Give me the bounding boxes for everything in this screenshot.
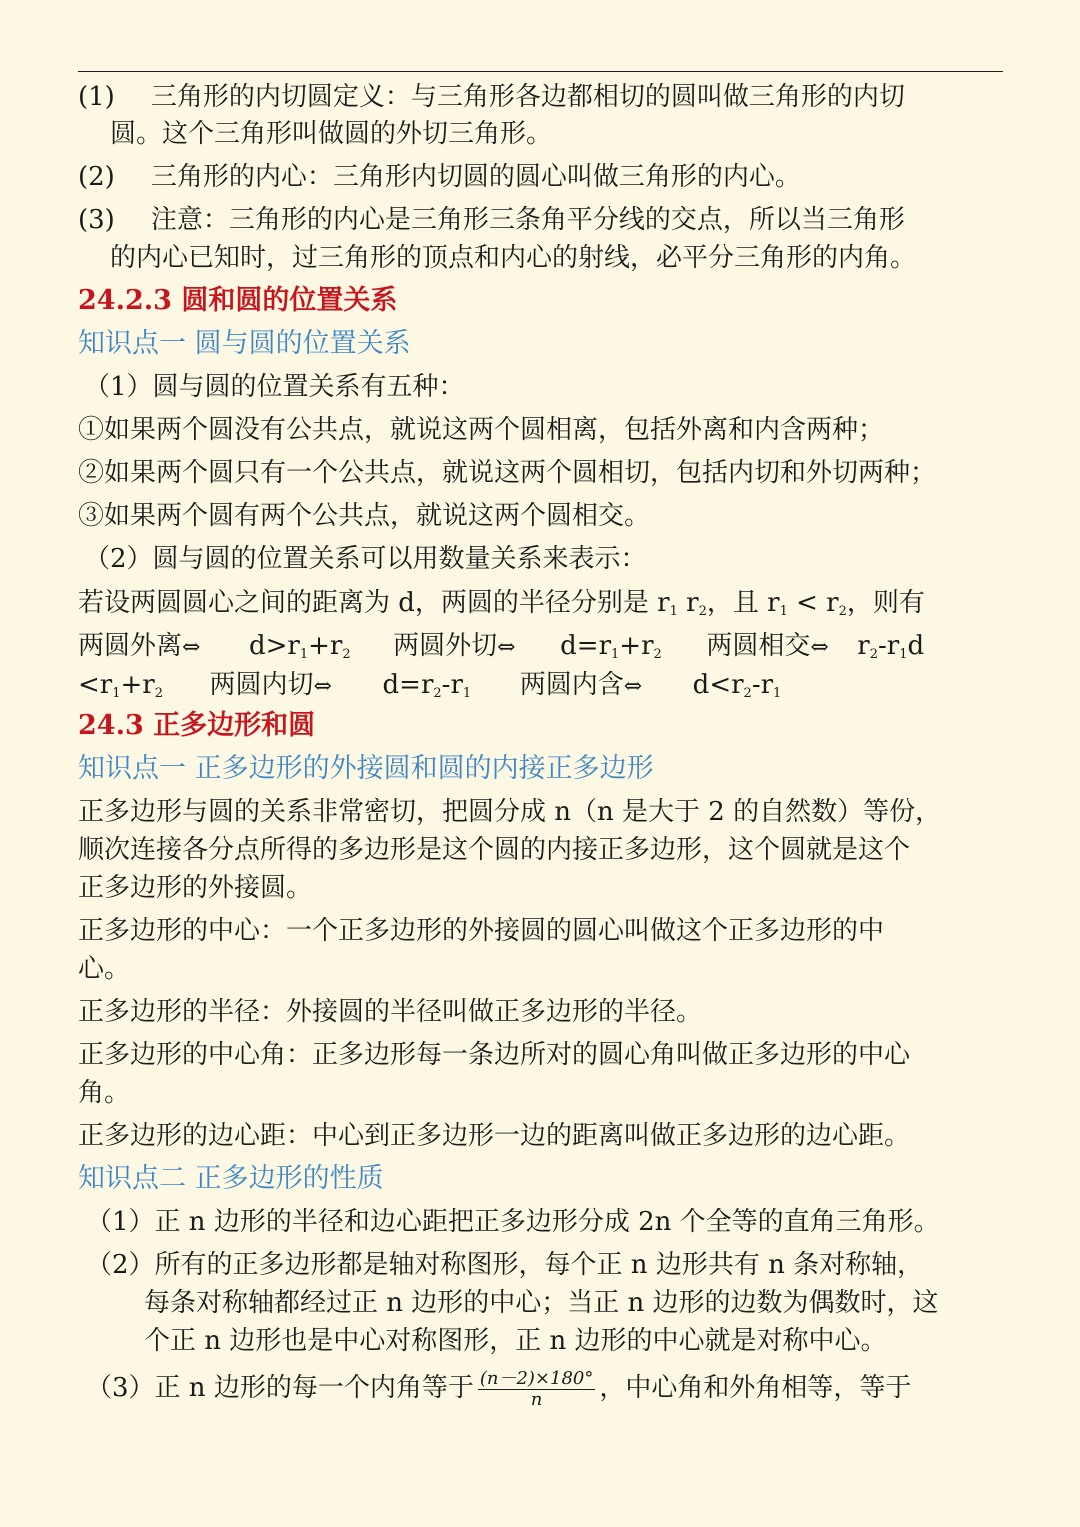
property-1: （1）正 n 边形的半径和边心距把正多边形分成 2n 个全等的直角三角形。	[86, 1207, 940, 1237]
polygon-center-def-l1: 正多边形的中心：一个正多边形的外接圆的圆心叫做这个正多边形的中	[78, 916, 885, 946]
case-separate: ①如果两个圆没有公共点，就说这两个圆相离，包括外离和内含两种；	[78, 415, 885, 445]
item-3	[78, 201, 1008, 239]
subscript: 2	[838, 604, 847, 619]
setup-text-e: ，则有	[846, 588, 925, 618]
interior-angle-fraction	[478, 1369, 596, 1410]
item-2-text: 三角形的内心：三角形内切圆的圆心叫做三角形的内心。	[150, 162, 801, 192]
iff-arrow: ⇔	[313, 674, 330, 699]
polygon-radius-def: 正多边形的半径：外接圆的半径叫做正多边形的半径。	[78, 997, 703, 1027]
subscript: 1	[773, 686, 782, 701]
relation-label: 两圆外切	[393, 631, 498, 661]
fraction-numerator: (n－2)×180°	[479, 1367, 594, 1389]
relation-intersect	[706, 631, 826, 661]
property-3	[86, 1366, 1016, 1410]
subscript: 2	[698, 604, 707, 619]
subscript: 2	[342, 647, 351, 662]
knowledge-point-heading-1b: 知识点一 正多边形的外接圆和圆的内接正多边形	[78, 753, 654, 784]
setup-text-b: r	[677, 588, 699, 618]
eq-text: d<r	[692, 670, 744, 700]
knowledge-point-heading-2: 知识点二 正多边形的性质	[78, 1163, 384, 1194]
relation-intersect-eq-tail	[78, 670, 163, 700]
eq-text: -r	[878, 631, 900, 661]
subscript: 1	[669, 604, 678, 619]
polygon-circle-relation-l1: 正多边形与圆的关系非常密切，把圆分成 n（n 是大于 2 的自然数）等份，	[78, 797, 942, 827]
setup-text-a: 若设两圆圆心之间的距离为 d，两圆的半径分别是 r	[78, 588, 670, 618]
knowledge-point-heading-1: 知识点一 圆与圆的位置关系	[78, 328, 411, 359]
item-1	[78, 78, 1008, 116]
polygon-center-def-l2: 心。	[78, 954, 131, 984]
header-rule	[78, 71, 1003, 72]
eq-text: +r	[120, 670, 155, 700]
subscript: 1	[462, 686, 472, 701]
relation-external-tangent-eq	[560, 631, 662, 661]
relation-internal-tangent-eq	[383, 670, 472, 700]
fraction-denominator: n	[530, 1388, 543, 1410]
relation-contain-eq	[693, 670, 782, 700]
property-3-text-a: （3）正 n 边形的每一个内角等于	[86, 1373, 474, 1403]
iff-arrow: ⇔	[623, 674, 641, 699]
eq-text: +r	[308, 631, 343, 661]
subscript: 1	[899, 647, 908, 662]
item-2-number: (2)	[78, 162, 115, 192]
section-heading-24-2-3: 24.2.3 圆和圆的位置关系	[78, 285, 398, 316]
subscript: 1	[611, 647, 620, 662]
subscript: 2	[743, 686, 752, 701]
eq-text: d=r	[382, 670, 434, 700]
section-heading-24-3: 24.3 正多边形和圆	[78, 710, 316, 741]
distance-radius-setup	[78, 584, 1008, 622]
iff-arrow: ⇔	[497, 635, 514, 660]
property-2-l3: 个正 n 边形也是中心对称图形，正 n 边形的中心就是对称中心。	[144, 1326, 887, 1356]
item-3-number: (3)	[78, 205, 115, 235]
relation-row-1	[78, 627, 1008, 667]
relation-label: 两圆外离	[78, 631, 183, 661]
polygon-central-angle-def-l1: 正多边形的中心角：正多边形每一条边所对的圆心角叫做正多边形的中心	[78, 1040, 911, 1070]
iff-arrow: ⇔	[182, 635, 199, 660]
property-2-l2: 每条对称轴都经过正 n 边形的中心；当正 n 边形的边数为偶数时，这	[144, 1288, 939, 1318]
eq-text: d>r	[248, 631, 300, 661]
subscript: 2	[869, 647, 879, 662]
case-intersect: ③如果两个圆有两个公共点，就说这两个圆相交。	[78, 501, 651, 531]
relation-internal-tangent	[210, 670, 330, 700]
property-3-text-b: ，中心角和外角相等，等于	[599, 1373, 912, 1403]
relation-label: 两圆相交	[706, 631, 811, 661]
iff-arrow: ⇔	[810, 635, 827, 660]
circle-relation-intro: （1）圆与圆的位置关系有五种：	[84, 372, 465, 402]
eq-text: d=r	[560, 631, 611, 661]
eq-text: d	[907, 631, 925, 661]
item-1-number: (1)	[78, 82, 115, 112]
polygon-apothem-def: 正多边形的边心距：中心到正多边形一边的距离叫做正多边形的边心距。	[78, 1121, 911, 1151]
relation-label: 两圆内切	[209, 670, 314, 700]
relation-external-tangent	[393, 631, 513, 661]
relation-label: 两圆内含	[519, 670, 624, 700]
item-3-text: 注意：三角形的内心是三角形三条角平分线的交点，所以当三角形	[150, 205, 905, 235]
polygon-central-angle-def-l2: 角。	[78, 1078, 131, 1108]
relation-row-2	[78, 666, 1008, 706]
polygon-circle-relation-l3: 正多边形的外接圆。	[78, 873, 313, 903]
eq-text: r	[857, 631, 870, 661]
quantity-relation-intro: （2）圆与圆的位置关系可以用数量关系来表示：	[84, 544, 647, 574]
case-tangent: ②如果两个圆只有一个公共点，就说这两个圆相切，包括内切和外切两种；	[78, 458, 937, 488]
subscript: 1	[299, 647, 309, 662]
polygon-circle-relation-l2: 顺次连接各分点所得的多边形是这个圆的内接正多边形，这个圆就是这个	[78, 835, 911, 865]
relation-contain	[520, 670, 640, 700]
property-2-l1: （2）所有的正多边形都是轴对称图形，每个正 n 边形共有 n 条对称轴，	[86, 1250, 924, 1280]
item-3-continued: 的内心已知时，过三角形的顶点和内心的射线，必平分三角形的内角。	[110, 243, 917, 273]
eq-text: +r	[619, 631, 654, 661]
subscript: 2	[653, 647, 662, 662]
subscript: 1	[779, 604, 788, 619]
item-1-text: 三角形的内切圆定义：与三角形各边都相切的圆叫做三角形的内切	[150, 82, 905, 112]
relation-intersect-eq	[857, 631, 924, 661]
relation-external-separate-eq	[249, 631, 351, 661]
eq-text: -r	[441, 670, 463, 700]
item-2	[78, 158, 1008, 196]
subscript: 1	[112, 686, 121, 701]
setup-text-c: ，且 r	[706, 588, 780, 618]
relation-external-separate	[78, 631, 198, 661]
eq-text: <r	[78, 670, 113, 700]
eq-text: -r	[751, 670, 774, 700]
subscript: 2	[433, 686, 442, 701]
setup-text-d: < r	[787, 588, 839, 618]
item-1-continued: 圆。这个三角形叫做圆的外切三角形。	[110, 119, 553, 149]
subscript: 2	[154, 686, 163, 701]
